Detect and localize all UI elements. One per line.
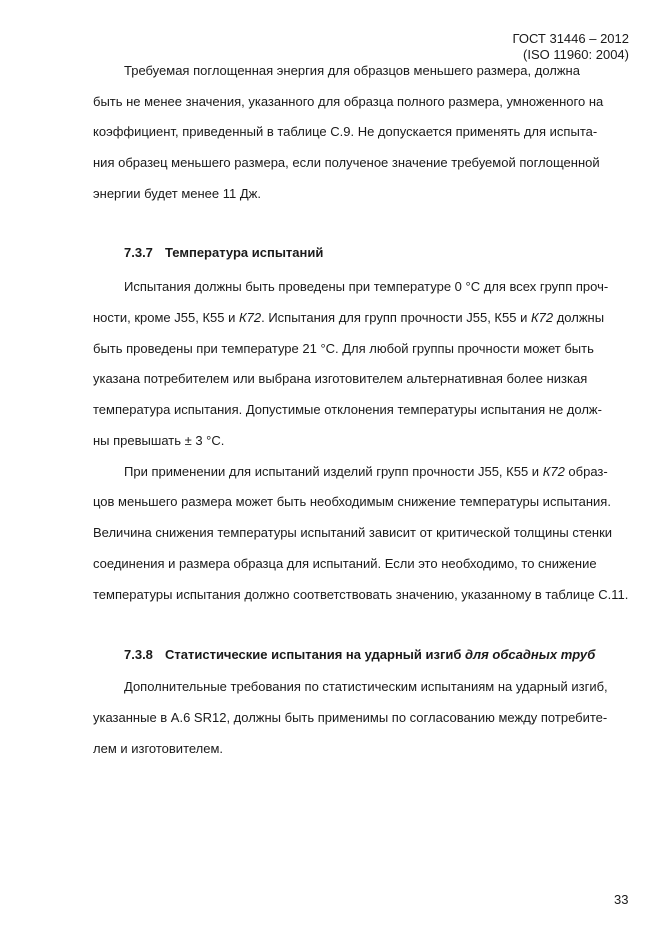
paragraph-line: указанные в А.6 SR12, должны быть применимы по согласованию между потребите-	[93, 710, 608, 725]
document-header	[513, 31, 629, 63]
paragraph-line: лем и изготовителем.	[93, 741, 224, 756]
section-title: Температура испытаний	[165, 245, 324, 260]
paragraph-line: Испытания должны быть проведены при температуре 0 °С для всех групп проч-	[124, 279, 609, 294]
paragraph-line: Величина снижения температуры испытаний зависит от критической толщины стенки	[93, 525, 613, 540]
paragraph-line: быть проведены при температуре 21 °С. Для любой группы прочности может быть	[93, 341, 594, 356]
paragraph-line: ны превышать ± 3 °С.	[93, 433, 225, 448]
paragraph-line: температура испытания. Допустимые отклонения температуры испытания не долж-	[93, 402, 602, 417]
paragraph-line: указана потребителем или выбрана изготовителем альтернативная более низкая	[93, 371, 588, 386]
paragraph-line: цов меньшего размера может быть необходимым снижение температуры испытания.	[93, 494, 611, 509]
grade-k72: К72	[238, 310, 262, 325]
paragraph-line: коэффициент, приведенный в таблице С.9. Не допускается применять для испыта-	[93, 124, 598, 139]
paragraph-line: Дополнительные требования по статистическим испытаниям на ударный изгиб,	[124, 679, 608, 694]
iso-reference: (ISO 11960: 2004)	[523, 47, 629, 62]
section-heading-7-3-8	[124, 647, 595, 663]
paragraph-line: ности, кроме J55, К55 и К72. Испытания для групп прочности J55, К55 и К72 должны	[93, 310, 605, 325]
section-title-italic: для обсадных труб	[465, 647, 596, 662]
paragraph-line: соединения и размера образца для испытаний. Если это необходимо, то снижение	[93, 556, 597, 571]
paragraph-line: Требуемая поглощенная энергия для образцов меньшего размера, должна	[124, 63, 580, 78]
grade-k72: К72	[542, 464, 565, 479]
paragraph-line: При применении для испытаний изделий групп прочности J55, К55 и К72 образ-	[124, 464, 608, 479]
grade-k72: К72	[530, 310, 554, 325]
paragraph-line: ния образец меньшего размера, если полученое значение требуемой поглощенной	[93, 155, 600, 170]
page-number: 33	[614, 892, 629, 907]
standard-code: ГОСТ 31446 – 2012	[512, 31, 629, 46]
paragraph-line: температуры испытания должно соответствовать значению, указанному в таблице С.11.	[93, 587, 629, 602]
paragraph-line: энергии будет менее 11 Дж.	[93, 186, 261, 201]
paragraph-line: быть не менее значения, указанного для образца полного размера, умноженного на	[93, 94, 604, 109]
section-heading-7-3-7	[124, 245, 323, 261]
section-number: 7.3.8	[124, 647, 153, 662]
section-number: 7.3.7	[124, 245, 153, 260]
section-title: Статистические испытания на ударный изгиб	[165, 647, 466, 662]
